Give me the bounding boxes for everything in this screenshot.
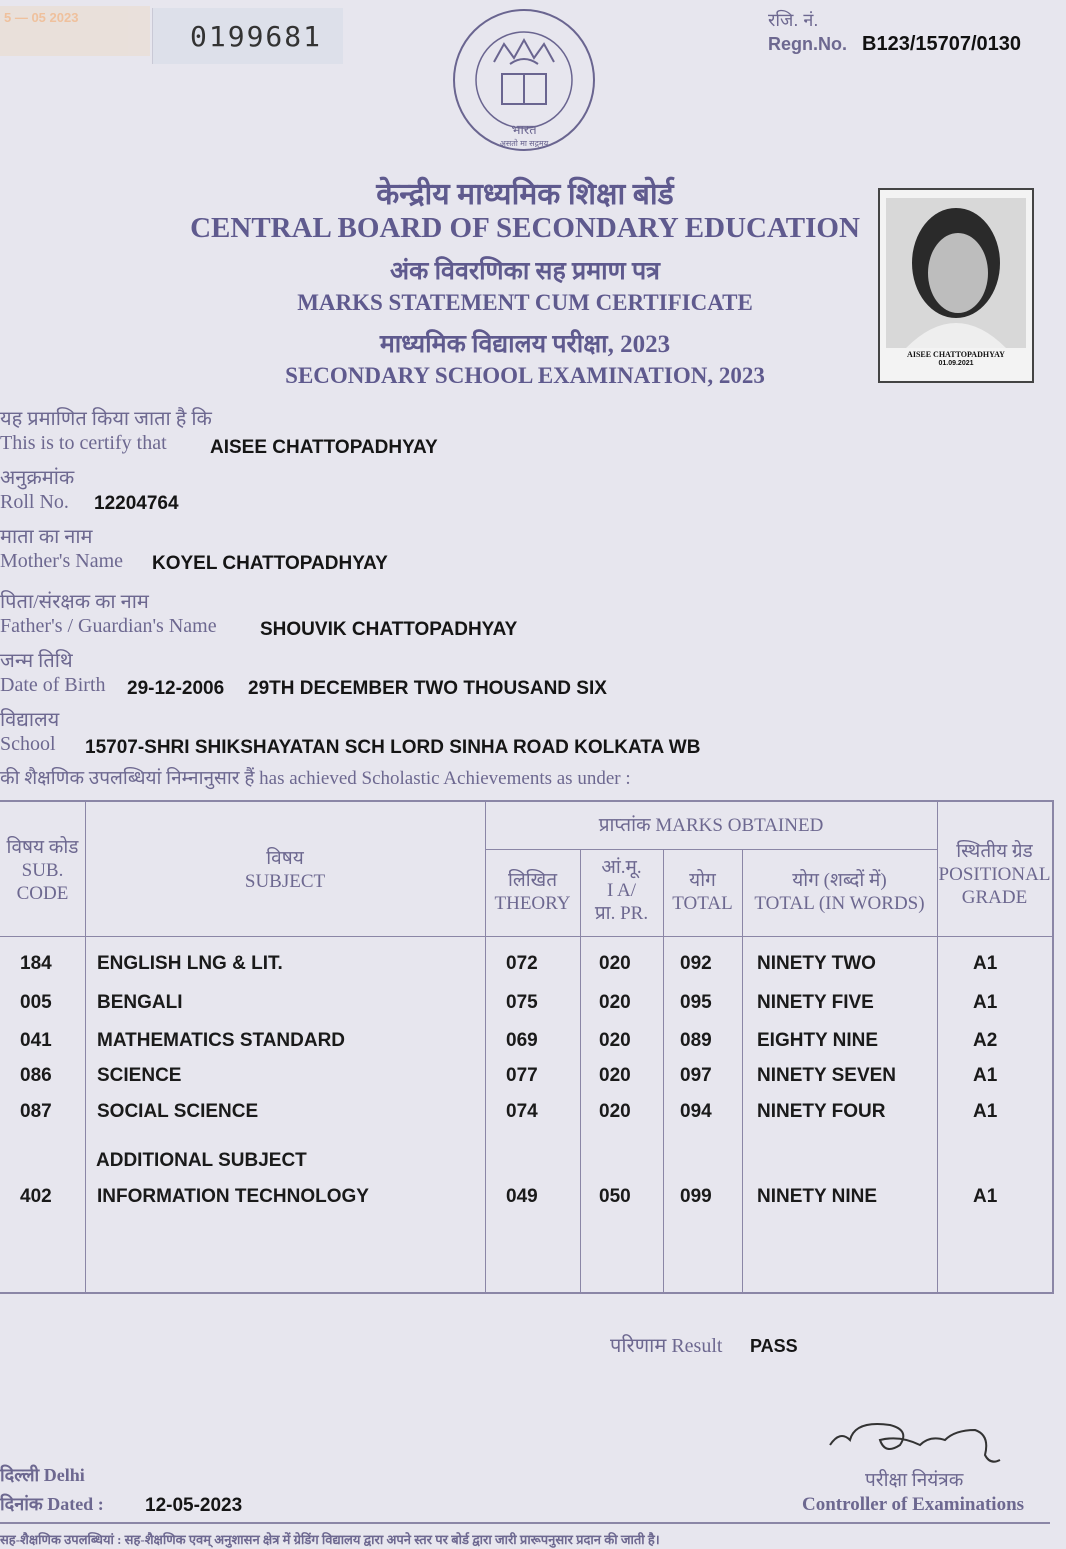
place-hi: दिल्ली [0,1465,40,1485]
marks-header-hi: प्राप्तांक [598,815,651,836]
date-hi: दिनांक [0,1494,43,1514]
cell-theory: 049 [506,1186,538,1207]
cell-code: 086 [20,1065,52,1086]
cell-ia: 050 [599,1186,631,1207]
dob-value: 29-12-2006 [127,678,225,699]
cbse-logo [450,2,598,158]
achieved-hi: की शैक्षणिक उपलब्धियां निम्नानुसार हैं [0,768,255,789]
grade-header-hi: स्थितीय ग्रेड [956,841,1033,862]
cell-subject: MATHEMATICS STANDARD [97,1030,346,1051]
cell-ia: 020 [599,1101,631,1122]
cert-title-hi: अंक विवरणिका सह प्रमाण पत्र [390,258,660,285]
words-header-hi: योग (शब्दों में) [792,870,887,891]
cell-code: 184 [20,953,52,974]
cell-theory: 074 [506,1101,538,1122]
cell-subject: BENGALI [97,992,183,1013]
cell-words: NINETY NINE [757,1186,878,1207]
place-en: Delhi [43,1465,85,1485]
cell-words: NINETY FIVE [757,992,874,1013]
photo-caption-date: 01.09.2021 [938,360,974,367]
controller-signature [820,1405,1030,1465]
student-photo [878,188,1034,383]
photo-caption-name: AISEE CHATTOPADHYAY [907,350,1005,359]
words-header-en: TOTAL (IN WORDS) [754,893,925,914]
subject-header-hi: विषय [266,848,304,869]
result-label-hi: परिणाम [610,1335,667,1357]
logo-bottom-text: भारत [511,122,537,137]
result-label [610,1331,722,1358]
total-header-en: TOTAL [672,893,733,914]
issue-date: 12-05-2023 [145,1495,243,1516]
controller-label-en: Controller of Examinations [802,1494,1025,1515]
father-name: SHOUVIK CHATTOPADHYAY [260,619,518,640]
date-label [0,1492,104,1516]
cell-words: NINETY FOUR [757,1101,886,1122]
controller-label-hi: परीक्षा नियंत्रक [865,1470,964,1491]
certify-label-hi: यह प्रमाणित किया जाता है कि [0,408,212,430]
cell-words: EIGHTY NINE [757,1030,879,1051]
cell-total: 094 [680,1101,712,1122]
cell-code: 087 [20,1101,52,1122]
regn-number: B123/15707/0130 [862,33,1022,55]
cell-grade: A1 [973,992,998,1013]
marks-header-en: MARKS OBTAINED [655,815,824,836]
cell-subject: INFORMATION TECHNOLOGY [97,1186,369,1207]
cell-code: 005 [20,992,52,1013]
cell-ia: 020 [599,1030,631,1051]
cell-ia: 020 [599,992,631,1013]
portrait-image [886,198,1038,348]
cell-total: 099 [680,1186,712,1207]
ia-header-pr: प्रा. PR. [594,903,649,924]
footer-divider [0,1522,1050,1524]
student-name: AISEE CHATTOPADHYAY [210,437,438,458]
cell-ia: 020 [599,953,631,974]
mother-name: KOYEL CHATTOPADHYAY [152,553,388,574]
exam-title-hi: माध्यमिक विद्यालय परीक्षा, 2023 [379,331,671,358]
cell-subject: ENGLISH LNG & LIT. [97,953,283,974]
date-stamp: 5 — 05 2023 [0,6,150,56]
board-title-en: CENTRAL BOARD OF SECONDARY EDUCATION [190,212,860,244]
code-header-en1: SUB. [21,860,64,881]
ia-header-hi: आं.मू. [601,857,642,878]
additional-subject-label: ADDITIONAL SUBJECT [96,1150,307,1171]
cell-grade: A2 [973,1030,998,1051]
theory-header-en: THEORY [494,893,571,914]
cell-total: 092 [680,953,712,974]
school-name: 15707-SHRI SHIKSHAYATAN SCH LORD SINHA ROAD KOLKATA WB [85,737,701,758]
roll-label-en: Roll No. [0,491,69,513]
father-label-hi: पिता/संरक्षक का नाम [0,591,149,613]
cell-code: 041 [20,1030,52,1051]
cell-subject: SCIENCE [97,1065,182,1086]
school-label-hi: विद्यालय [0,709,60,731]
logo-motto: असतो मा सद्गमय [499,139,549,148]
subject-header-en: SUBJECT [244,871,326,892]
cell-theory: 072 [506,953,538,974]
ia-header-en: I A/ [606,880,637,901]
serial-number: 0199681 [190,20,323,53]
achieved-en: has achieved Scholastic Achievements as under : [259,768,631,789]
cert-title-en: MARKS STATEMENT CUM CERTIFICATE [297,290,753,315]
total-header-hi: योग [689,870,716,891]
code-header-hi: विषय कोड [6,837,79,858]
achieved-label [0,764,631,790]
cell-ia: 020 [599,1065,631,1086]
result-label-en: Result [671,1335,723,1357]
certify-label-en: This is to certify that [0,432,167,454]
cell-total: 095 [680,992,712,1013]
place-label [0,1463,85,1487]
cell-theory: 075 [506,992,538,1013]
mother-label-hi: माता का नाम [0,526,93,548]
date-en: Dated : [47,1494,104,1514]
code-header-en2: CODE [16,883,69,904]
result-value: PASS [750,1336,798,1356]
grade-header-en2: GRADE [961,887,1028,908]
school-label-en: School [0,733,56,755]
cell-subject: SOCIAL SCIENCE [97,1101,259,1122]
cell-grade: A1 [973,1065,998,1086]
cell-words: NINETY SEVEN [757,1065,897,1086]
cell-theory: 069 [506,1030,538,1051]
board-title-hi: केन्द्रीय माध्यमिक शिक्षा बोर्ड [376,178,674,211]
cell-grade: A1 [973,953,998,974]
theory-header-hi: लिखित [507,870,558,891]
cell-words: NINETY TWO [757,953,876,974]
father-label-en: Father's / Guardian's Name [0,615,217,637]
cell-grade: A1 [973,1101,998,1122]
roll-label-hi: अनुक्रमांक [0,467,75,489]
cell-total: 089 [680,1030,712,1051]
cell-total: 097 [680,1065,712,1086]
dob-words: 29TH DECEMBER TWO THOUSAND SIX [248,678,607,699]
regn-label-en: Regn.No. [768,34,847,54]
cell-grade: A1 [973,1186,998,1207]
exam-title-en: SECONDARY SCHOOL EXAMINATION, 2023 [285,363,765,388]
dob-label-hi: जन्म तिथि [0,650,73,672]
roll-number: 12204764 [94,493,179,514]
mother-label-en: Mother's Name [0,550,124,572]
regn-label-hi: रजि. नं. [768,10,819,30]
dob-label-en: Date of Birth [0,674,106,696]
grade-header-en1: POSITIONAL [938,864,1051,885]
footer-note: सह-शैक्षणिक उपलब्धियां : सह-शैक्षणिक एवम् अनुशासन क्षेत्र में ग्रेडिंग विद्यालय द्वारा अपने स्तर पर बोर्ड द्वारा जारी प्रारूपनुसार प्रदान की जाती है। [0,1532,660,1547]
cell-theory: 077 [506,1065,538,1086]
cell-code: 402 [20,1186,52,1207]
